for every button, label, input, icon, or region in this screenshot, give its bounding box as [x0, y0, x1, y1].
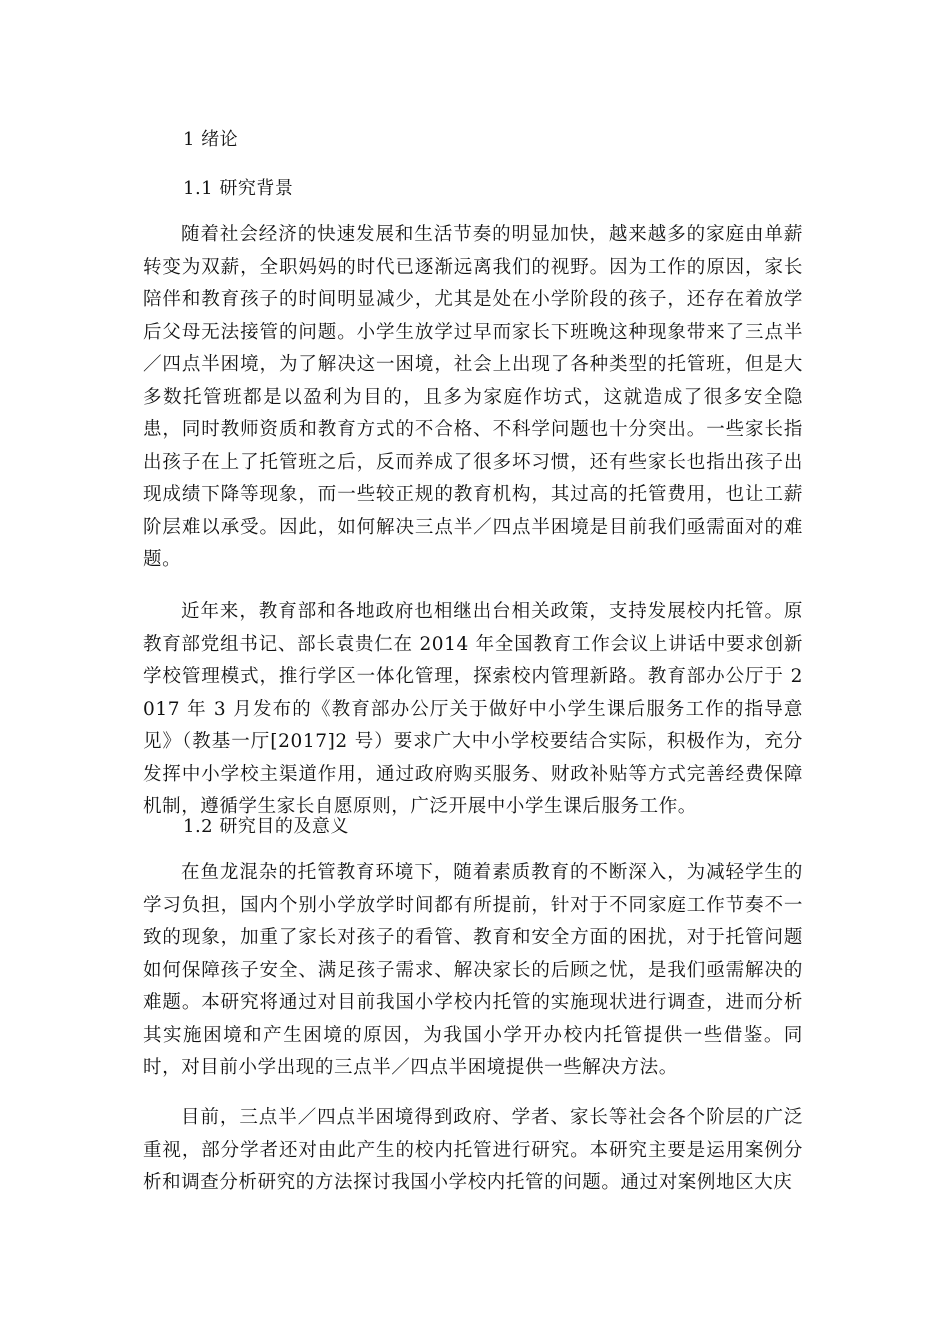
paragraph-purpose-2: 目前，三点半／四点半困境得到政府、学者、家长等社会各个阶层的广泛重视，部分学者还对由此产生的校内托管进行研究。本研究主要是运用案例分析和调查分析研究的方法探讨我国小学校内托管的问题。通过对案例地区大庆	[143, 1107, 803, 1193]
section-heading-research-background: 1.1 研究背景	[183, 178, 294, 199]
paragraph-purpose-1: 在鱼龙混杂的托管教育环境下，随着素质教育的不断深入，为减轻学生的学习负担，国内个别小学放学时间都有所提前，针对于不同家庭工作节奏不一致的现象，加重了家长对孩子的看管、教育和安全方面的困扰，对于托管问题如何保障孩子安全、满足孩子需求、解决家长的后顾之忧，是我们亟需解决的难题。本研究将通过对目前我国小学校内托管的实施现状进行调查，进而分析其实施困境和产生困境的原因，为我国小学开办校内托管提供一些借鉴。同时，对目前小学出现的三点半／四点半困境提供一些解决方法。	[143, 862, 803, 1078]
section-heading-research-purpose: 1.2 研究目的及意义	[183, 816, 349, 837]
paragraph-background-1: 随着社会经济的快速发展和生活节奏的明显加快，越来越多的家庭由单薪转变为双薪，全职妈妈的时代已逐渐远离我们的视野。因为工作的原因，家长陪伴和教育孩子的时间明显减少，尤其是处在小学阶段的孩子，还存在着放学后父母无法接管的问题。小学生放学过早而家长下班晚这种现象带来了三点半／四点半困境，为了解决这一困境，社会上出现了各种类型的托管班，但是大多数托管班都是以盈利为目的，且多为家庭作坊式，这就造成了很多安全隐患，同时教师资质和教育方式的不合格、不科学问题也十分突出。一些家长指出孩子在上了托管班之后，反而养成了很多坏习惯，还有些家长也指出孩子出现成绩下降等现象，而一些较正规的教育机构，其过高的托管费用，也让工薪阶层难以承受。因此，如何解决三点半／四点半困境是目前我们亟需面对的难题。	[143, 224, 803, 570]
paragraph-background-2: 近年来，教育部和各地政府也相继出台相关政策，支持发展校内托管。原教育部党组书记、部长袁贵仁在 2014 年全国教育工作会议上讲话中要求创新学校管理模式，推行学区一体化管理，探索校内管理新路。教育部办公厅于 2017 年 3 月发布的《教育部办公厅关于做好中小学生课后服务工作的指导意见》（教基一厅[2017]2 号）要求广大中小学校要结合实际，积极作为，充分发挥中小学校主渠道作用，通过政府购买服务、财政补贴等方式完善经费保障机制，遵循学生家长自愿原则，广泛开展中小学生课后服务工作。	[143, 601, 803, 817]
chapter-heading: 1 绪论	[183, 129, 239, 150]
